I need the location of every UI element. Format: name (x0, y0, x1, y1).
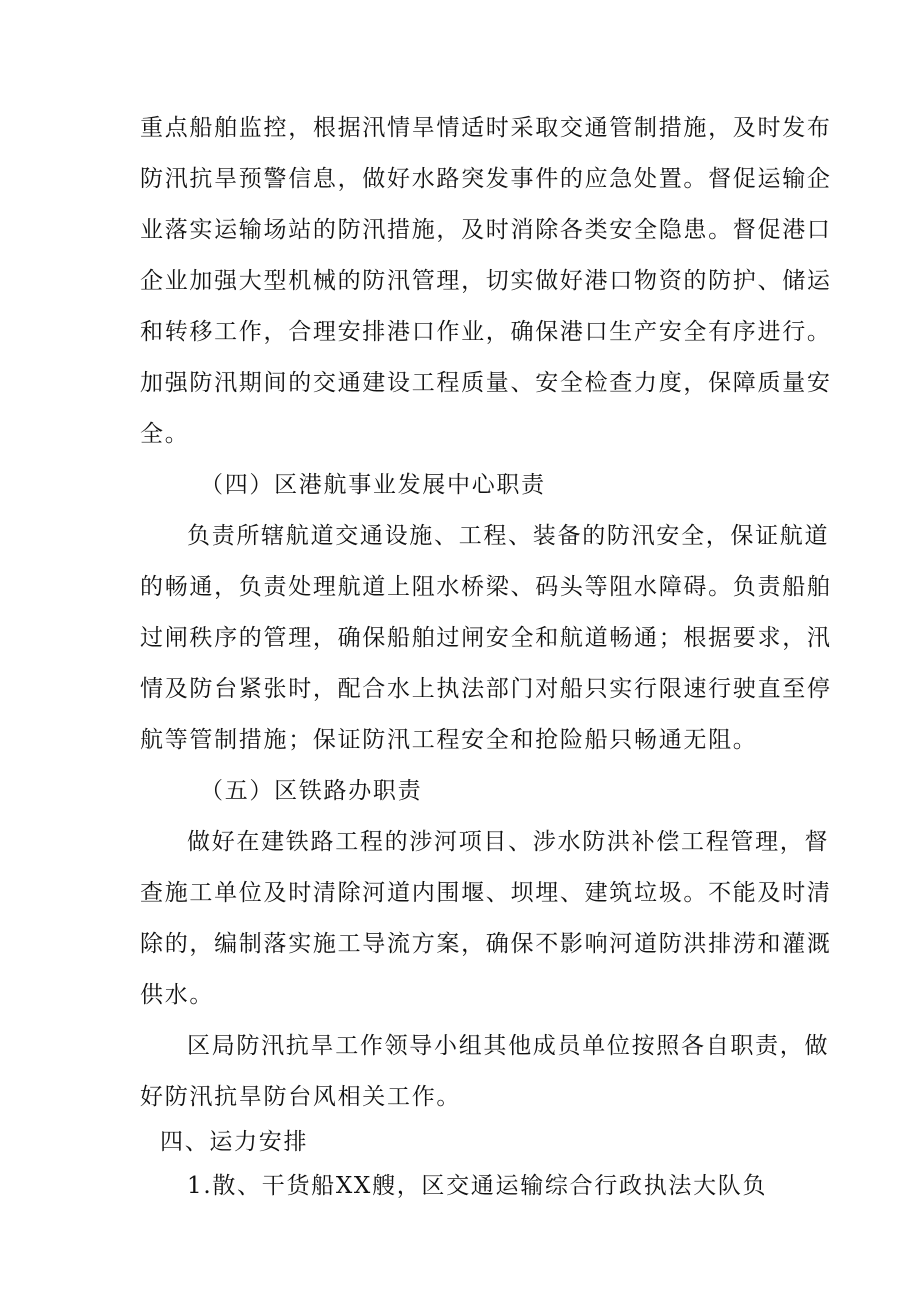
paragraph-1-line-3: 业落实运输场站的防汛措施，及时消除各类安全隐患。督促港口 (140, 217, 832, 243)
paragraph-3-line-4: 供水。 (140, 982, 215, 1008)
paragraph-4-line-2: 好防汛抗旱防台风相关工作。 (140, 1084, 462, 1110)
section-heading-4: （四）区港航事业发展中心职责 (200, 472, 546, 498)
paragraph-2-line-2: 的畅通，负责处理航道上阻水桥梁、码头等阻水障碍。负责船舶 (140, 574, 832, 600)
paragraph-4-line-1: 区局防汛抗旱工作领导小组其他成员单位按照各自职责，做 (187, 1033, 830, 1059)
paragraph-2-line-3: 过闸秩序的管理，确保船舶过闸安全和航道畅通；根据要求，汛 (140, 625, 832, 651)
main-document-text (140, 103, 832, 1212)
paragraph-1-line-1: 重点船舶监控，根据汛情旱情适时采取交通管制措施，及时发布 (140, 115, 832, 141)
section-title-transport-capacity: 四、运力安排 (160, 1129, 309, 1155)
paragraph-1-line-7: 全。 (140, 421, 190, 447)
paragraph-2-line-5: 航等管制措施；保证防汛工程安全和抢险船只畅通无阻。 (140, 727, 758, 753)
paragraph-3-line-2: 查施工单位及时清除河道内围堰、坝埋、建筑垃圾。不能及时清 (140, 880, 832, 906)
section-heading-5: （五）区铁路办职责 (200, 778, 423, 804)
paragraph-1-line-6: 加强防汛期间的交通建设工程质量、安全检查力度，保障质量安 (140, 370, 832, 396)
paragraph-1-line-4: 企业加强大型机械的防汛管理，切实做好港口物资的防护、储运 (140, 268, 832, 294)
paragraph-2-line-1: 负责所辖航道交通设施、工程、装备的防汛安全，保证航道 (187, 523, 830, 549)
paragraph-2-line-4: 情及防台紧张时，配合水上执法部门对船只实行限速行驶直至停 (140, 676, 832, 702)
paragraph-3-line-3: 除的，编制落实施工导流方案，确保不影响河道防洪排涝和灌溉 (140, 931, 832, 957)
paragraph-1-line-2: 防汛抗旱预警信息，做好水路突发事件的应急处置。督促运输企 (140, 166, 832, 192)
paragraph-3-line-1: 做好在建铁路工程的涉河项目、涉水防洪补偿工程管理，督 (187, 829, 830, 855)
capacity-item-1: 1.散、干货船XX艘，区交通运输综合行政执法大队负 (187, 1173, 768, 1199)
paragraph-1-line-5: 和转移工作，合理安排港口作业，确保港口生产安全有序进行。 (140, 319, 832, 345)
